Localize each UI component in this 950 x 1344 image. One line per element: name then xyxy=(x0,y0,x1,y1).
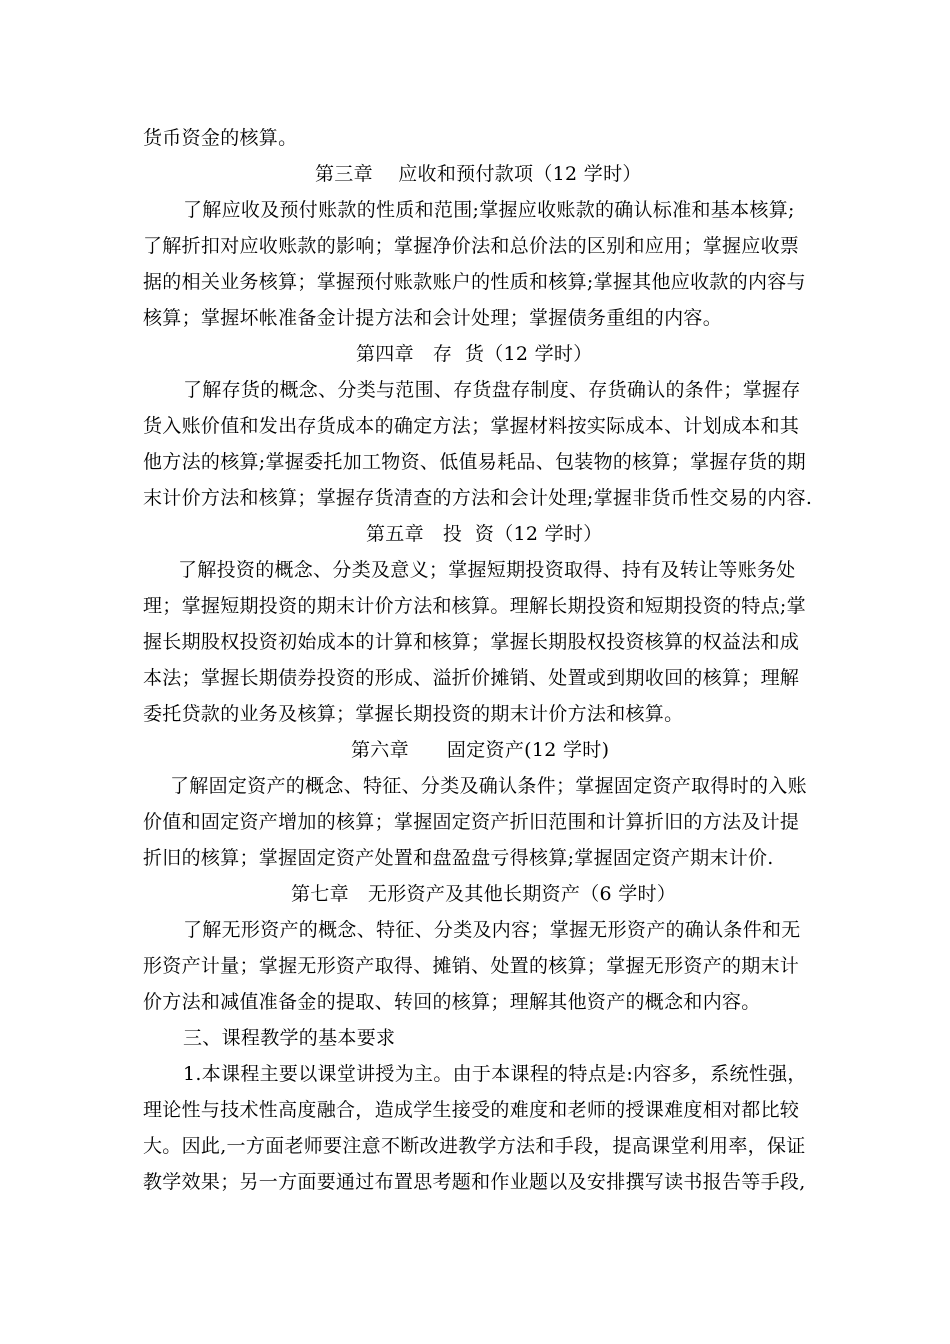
body-text-line: 价值和固定资产增加的核算；掌握固定资产折旧范围和计算折旧的方法及计提 xyxy=(143,811,800,833)
body-text-line: 大。因此,一方面老师要注意不断改进教学方法和手段，提高课堂利用率，保证 xyxy=(143,1135,806,1157)
chapter-heading-3: 第三章 应收和预付款项（12 学时） xyxy=(315,163,642,185)
body-text-line: 了解应收及预付账款的性质和范围;掌握应收账款的确认标准和基本核算; xyxy=(183,199,795,221)
section-heading: 三、课程教学的基本要求 xyxy=(183,1027,396,1049)
body-text-line: 本法；掌握长期债券投资的形成、溢折价摊销、处置或到期收回的核算；理解 xyxy=(143,667,800,689)
chapter-heading-6: 第六章 固定资产(12 学时) xyxy=(351,739,610,761)
body-text-line: 了解存货的概念、分类与范围、存货盘存制度、存货确认的条件；掌握存 xyxy=(183,379,801,401)
chapter-heading-4: 第四章 存 货（12 学时） xyxy=(356,343,593,365)
body-text-line: 了解投资的概念、分类及意义；掌握短期投资取得、持有及转让等账务处 xyxy=(178,559,796,581)
body-text-line: 核算；掌握坏帐准备金计提方法和会计处理；掌握债务重组的内容。 xyxy=(143,307,723,329)
body-text-line: 货币资金的核算。 xyxy=(143,127,298,149)
body-text-line: 他方法的核算;掌握委托加工物资、低值易耗品、包装物的核算；掌握存货的期 xyxy=(143,451,806,473)
body-text-line: 委托贷款的业务及核算；掌握长期投资的期末计价方法和核算。 xyxy=(143,703,684,725)
body-text-line: 货入账价值和发出存货成本的确定方法；掌握材料按实际成本、计划成本和其 xyxy=(143,415,800,437)
body-text-line: 了解无形资产的概念、特征、分类及内容；掌握无形资产的确认条件和无 xyxy=(183,919,801,941)
body-text-line: 了解折扣对应收账款的影响；掌握净价法和总价法的区别和应用；掌握应收票 xyxy=(143,235,800,257)
body-text-line: 形资产计量；掌握无形资产取得、摊销、处置的核算；掌握无形资产的期末计 xyxy=(143,955,800,977)
body-text-line: 1.本课程主要以课堂讲授为主。由于本课程的特点是:内容多，系统性强， xyxy=(183,1063,807,1085)
body-text-line: 价方法和减值准备金的提取、转回的核算；理解其他资产的概念和内容。 xyxy=(143,991,761,1013)
body-text-line: 了解固定资产的概念、特征、分类及确认条件；掌握固定资产取得时的入账 xyxy=(170,775,807,797)
chapter-heading-5: 第五章 投 资（12 学时） xyxy=(366,523,603,545)
body-text-line: 理论性与技术性高度融合，造成学生接受的难度和老师的授课难度相对都比较 xyxy=(143,1099,800,1121)
body-text-line: 理；掌握短期投资的期末计价方法和核算。理解长期投资和短期投资的特点;掌 xyxy=(143,595,806,617)
body-text-line: 末计价方法和核算；掌握存货清查的方法和会计处理;掌握非货币性交易的内容. xyxy=(143,487,813,509)
body-text-line: 折旧的核算；掌握固定资产处置和盘盈盘亏得核算;掌握固定资产期末计价. xyxy=(143,847,774,869)
body-text-line: 握长期股权投资初始成本的计算和核算；掌握长期股权投资核算的权益法和成 xyxy=(143,631,800,653)
body-text-line: 教学效果；另一方面要通过布置思考题和作业题以及安排撰写读书报告等手段, xyxy=(143,1171,806,1193)
body-text-line: 据的相关业务核算；掌握预付账款账户的性质和核算;掌握其他应收款的内容与 xyxy=(143,271,806,293)
chapter-heading-7: 第七章 无形资产及其他长期资产（6 学时） xyxy=(291,883,677,905)
